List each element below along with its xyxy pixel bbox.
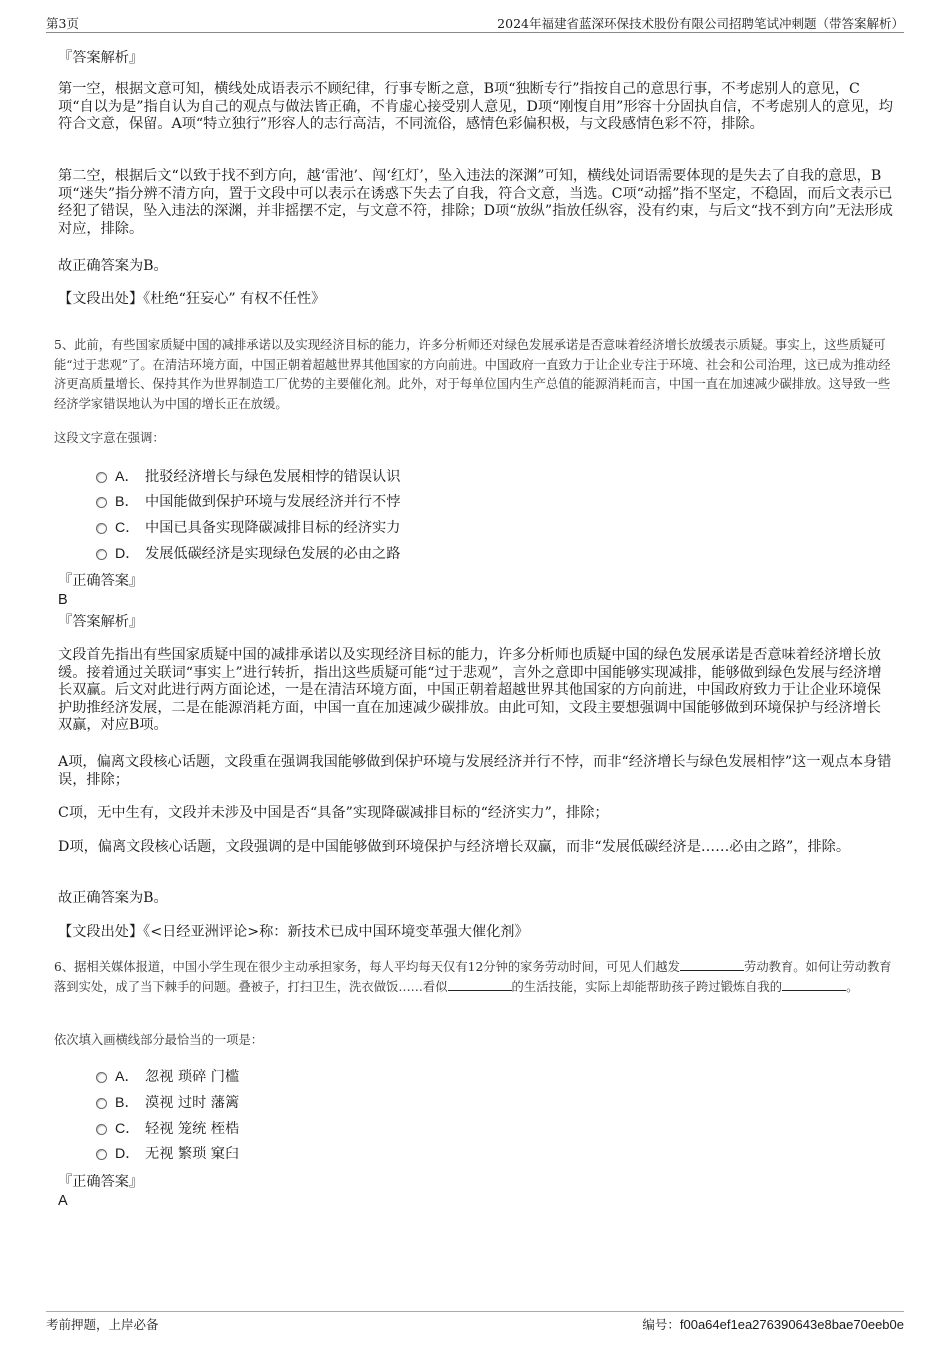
- q5-option-a[interactable]: A． 批驳经济增长与绿色发展相悖的错误认识: [96, 467, 400, 487]
- document-title: 2024年福建省蓝深环保技术股份有限公司招聘笔试冲刺题（带答案解析）: [497, 16, 904, 31]
- radio-icon[interactable]: [96, 1072, 107, 1083]
- q5-answer-label: 『正确答案』: [58, 573, 144, 589]
- q5-option-c[interactable]: C． 中国已具备实现降碳减排目标的经济实力: [96, 518, 400, 538]
- q5-analysis-para3: C项，无中生有，文段并未涉及中国是否“具备”实现降碳减排目标的“经济实力”，排除；: [58, 805, 609, 821]
- option-text: 中国已具备实现降碳减排目标的经济实力: [145, 520, 401, 536]
- option-text: 无视 繁琐 窠臼: [145, 1146, 240, 1162]
- q6-option-a[interactable]: A． 忽视 琐碎 门槛: [96, 1067, 239, 1087]
- page-number: 第3页: [46, 16, 79, 31]
- radio-icon[interactable]: [96, 1098, 107, 1109]
- q6-stem: 6、据相关媒体报道，中国小学生现在很少主动承担家务，每人平均每天仅有12分钟的家务劳动时间，可见人们越发 劳动教育。如何让劳动教育落到实处，成了当下棘手的问题。叠被子，打扫卫生，洗衣做饭……看似 的生活技能，实际上却能帮助孩子跨过锻炼自我的 。: [54, 960, 892, 994]
- q4-conclusion: 故正确答案为B。: [58, 258, 168, 274]
- document-code: 编号：f00a64ef1ea276390643e8bae70eeb0e: [642, 1317, 904, 1332]
- option-text: 批驳经济增长与绿色发展相悖的错误认识: [145, 469, 401, 485]
- q5-analysis-para2: A项，偏离文段核心话题，文段重在强调我国能够做到保护环境与发展经济并行不悖，而非“经济增长与绿色发展相悖”这一观点本身错误，排除；: [58, 754, 892, 788]
- q5-option-d[interactable]: D． 发展低碳经济是实现绿色发展的必由之路: [96, 544, 400, 564]
- page-footer: [46, 1311, 904, 1334]
- option-text: 轻视 笼统 桎梏: [145, 1121, 240, 1137]
- q4-analysis-para1: 第一空，根据文意可知，横线处成语表示不顾纪律，行事专断之意，B项“独断专行”指按自己的意思行事，不考虑别人的意见，C项“自以为是”指自认为自己的观点与做法皆正确，不肯虚心接受别人意见，D项“刚愎自用”形容十分固执自信，不考虑别人的意见，均符合文意，保留。A项“特立独行”形容人的志行高洁，不同流俗，感情色彩偏积极，与文段感情色彩不符，排除。: [58, 81, 893, 132]
- radio-icon[interactable]: [96, 1149, 107, 1160]
- q5-answer: B: [58, 592, 68, 608]
- radio-icon[interactable]: [96, 472, 107, 483]
- q6-option-c[interactable]: C． 轻视 笼统 桎梏: [96, 1119, 239, 1139]
- q6-option-b[interactable]: B． 漠视 过时 藩篱: [96, 1093, 239, 1113]
- q5-stem: 5、此前，有些国家质疑中国的减排承诺以及实现经济目标的能力，许多分析师还对绿色发展承诺是否意味着经济增长放缓表示质疑。事实上，这些质疑可能“过于悲观”了。在清洁环境方面，中国正朝着超越世界其他国家的方向前进。中国政府一直致力于让企业专注于环境、社会和公司治理，这已成为推动经济更高质量增长、保持其作为世界制造工厂优势的主要催化剂。此外，对于每单位国内生产总值的能源消耗而言，中国一直在加速减少碳排放。这导致一些经济学家错误地认为中国的增长正在放缓。: [54, 338, 891, 411]
- q5-conclusion: 故正确答案为B。: [58, 890, 168, 906]
- q6-answer-label: 『正确答案』: [58, 1174, 144, 1190]
- q5-prompt: 这段文字意在强调：: [54, 431, 165, 445]
- q5-source: 【文段出处】《<日经亚洲评论>称：新技术已成中国环境变革强大催化剂》: [58, 924, 529, 940]
- q5-analysis-para4: D项，偏离文段核心话题，文段强调的是中国能够做到环境保护与经济增长双赢，而非“发展低碳经济是……必由之路”，排除。: [58, 839, 851, 855]
- q5-analysis-para1: 文段首先指出有些国家质疑中国的减排承诺以及实现经济目标的能力，许多分析师也质疑中国的绿色发展承诺是否意味着经济增长放缓。接着通过关联词“事实上”进行转折，指出这些质疑可能“过于悲观”，言外之意即中国能够实现减排，能够做到绿色发展与经济增长双赢。后文对此进行两方面论述，一是在清洁环境方面，中国正朝着超越世界其他国家的方向前进，中国政府致力于让企业环境保护助推经济发展，二是在能源消耗方面，中国一直在加速减少碳排放。由此可知，文段主要想强调中国能够做到环境保护与经济增长双赢，对应B项。: [58, 647, 882, 733]
- option-text: 发展低碳经济是实现绿色发展的必由之路: [145, 546, 401, 562]
- q4-source: 【文段出处】《杜绝“狂妄心” 有权不任性》: [58, 291, 326, 307]
- option-text: 中国能做到保护环境与发展经济并行不悖: [145, 494, 401, 510]
- q6-answer: A: [58, 1193, 68, 1209]
- radio-icon[interactable]: [96, 549, 107, 560]
- option-text: 漠视 过时 藩篱: [145, 1095, 240, 1111]
- fill-blank-2: [448, 978, 512, 991]
- radio-icon[interactable]: [96, 497, 107, 508]
- page-header: [46, 14, 904, 33]
- fill-blank-1: [680, 958, 744, 971]
- footer-slogan: 考前押题，上岸必备: [46, 1317, 159, 1332]
- option-text: 忽视 琐碎 门槛: [145, 1069, 240, 1085]
- q4-analysis-para2: 第二空，根据后文“以致于找不到方向，越‘雷池’、闯‘红灯’，坠入违法的深渊”可知，横线处词语需要体现的是失去了自我的意思，B项“迷失”指分辨不清方向，置于文段中可以表示在诱惑下失去了自我，符合文意，当选。C项“动摇”指不坚定，不稳固，而后文表示已经犯了错误，坠入违法的深渊，并非摇摆不定，与文意不符，排除；D项“放纵”指放任纵容，没有约束，与后文“找不到方向”无法形成对应，排除。: [58, 168, 893, 237]
- q4-analysis-label: 『答案解析』: [58, 50, 144, 66]
- radio-icon[interactable]: [96, 1124, 107, 1135]
- q5-option-b[interactable]: B． 中国能做到保护环境与发展经济并行不悖: [96, 492, 400, 512]
- q5-analysis-label: 『答案解析』: [58, 614, 144, 630]
- q6-option-d[interactable]: D． 无视 繁琐 窠臼: [96, 1144, 239, 1164]
- fill-blank-3: [782, 978, 846, 991]
- radio-icon[interactable]: [96, 523, 107, 534]
- q6-prompt: 依次填入画横线部分最恰当的一项是：: [54, 1033, 264, 1047]
